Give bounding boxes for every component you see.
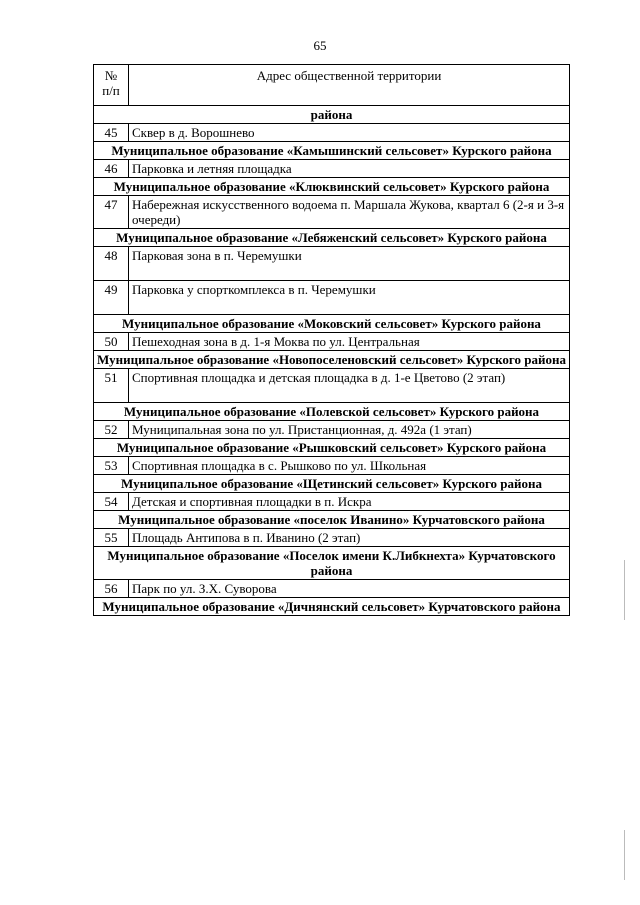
municipality-group-row <box>94 547 570 580</box>
territory-row <box>94 457 570 475</box>
territory-row <box>94 247 570 281</box>
scan-artifact-line <box>624 830 625 880</box>
municipality-name: Муниципальное образование «Клюквинский сельсовет» Курского района <box>94 178 570 196</box>
territory-address: Сквер в д. Ворошнево <box>129 124 570 142</box>
territory-row <box>94 160 570 178</box>
page-number: 65 <box>313 38 327 53</box>
municipality-name: Муниципальное образование «Новопоселеновский сельсовет» Курского района <box>94 351 570 369</box>
scan-artifact-line <box>624 560 625 620</box>
territory-address: Площадь Антипова в п. Иванино (2 этап) <box>129 529 570 547</box>
territory-address: Спортивная площадка в с. Рышково по ул. Школьная <box>129 457 570 475</box>
municipality-name: района <box>94 106 570 124</box>
municipality-group-row <box>94 511 570 529</box>
header-number-cell <box>94 65 129 106</box>
municipality-name: Муниципальное образование «Лебяженский сельсовет» Курского района <box>94 229 570 247</box>
territory-row <box>94 529 570 547</box>
territory-address: Пешеходная зона в д. 1-я Моква по ул. Центральная <box>129 333 570 351</box>
row-number: 54 <box>94 493 129 511</box>
row-number: 55 <box>94 529 129 547</box>
territory-row <box>94 369 570 403</box>
territory-address: Детская и спортивная площадки в п. Искра <box>129 493 570 511</box>
municipality-group-row <box>94 229 570 247</box>
territory-row <box>94 196 570 229</box>
row-number: 52 <box>94 421 129 439</box>
territory-row <box>94 580 570 598</box>
row-number: 49 <box>94 281 129 315</box>
municipality-name: Муниципальное образование «Дичнянский сельсовет» Курчатовского района <box>94 598 570 616</box>
territory-address: Парк по ул. З.Х. Суворова <box>129 580 570 598</box>
header-address-cell <box>129 65 570 106</box>
territory-row <box>94 421 570 439</box>
row-number: 51 <box>94 369 129 403</box>
header-address-label: Адрес общественной территории <box>256 68 442 83</box>
municipality-group-row <box>94 351 570 369</box>
municipality-group-row <box>94 106 570 124</box>
municipality-name: Муниципальное образование «поселок Иванино» Курчатовского района <box>94 511 570 529</box>
row-number: 46 <box>94 160 129 178</box>
municipality-name: Муниципальное образование «Поселок имени К.Либкнехта» Курчатовского района <box>94 547 570 580</box>
territory-address: Спортивная площадка и детская площадка в д. 1-е Цветово (2 этап) <box>129 369 570 403</box>
municipality-group-row <box>94 142 570 160</box>
row-number: 56 <box>94 580 129 598</box>
municipality-name: Муниципальное образование «Камышинский сельсовет» Курского района <box>94 142 570 160</box>
territory-address: Набережная искусственного водоема п. Маршала Жукова, квартал 6 (2-я и 3-я очереди) <box>129 196 570 229</box>
header-number-label: № п/п <box>102 68 120 98</box>
municipality-group-row <box>94 475 570 493</box>
municipality-name: Муниципальное образование «Моковский сельсовет» Курского района <box>94 315 570 333</box>
row-number: 48 <box>94 247 129 281</box>
territory-address: Парковая зона в п. Черемушки <box>129 247 570 281</box>
public-territories-table <box>93 64 570 616</box>
table-header-row <box>94 65 570 106</box>
territory-row <box>94 493 570 511</box>
municipality-name: Муниципальное образование «Щетинский сельсовет» Курского района <box>94 475 570 493</box>
territory-row <box>94 124 570 142</box>
territory-address: Муниципальная зона по ул. Пристанционная, д. 492а (1 этап) <box>129 421 570 439</box>
territory-address: Парковка и летняя площадка <box>129 160 570 178</box>
municipality-group-row <box>94 439 570 457</box>
territory-row <box>94 333 570 351</box>
municipality-name: Муниципальное образование «Полевской сельсовет» Курского района <box>94 403 570 421</box>
row-number: 47 <box>94 196 129 229</box>
row-number: 50 <box>94 333 129 351</box>
municipality-group-row <box>94 403 570 421</box>
row-number: 45 <box>94 124 129 142</box>
territory-address: Парковка у спорткомплекса в п. Черемушки <box>129 281 570 315</box>
territory-row <box>94 281 570 315</box>
municipality-group-row <box>94 178 570 196</box>
row-number: 53 <box>94 457 129 475</box>
municipality-name: Муниципальное образование «Рышковский сельсовет» Курского района <box>94 439 570 457</box>
municipality-group-row <box>94 598 570 616</box>
municipality-group-row <box>94 315 570 333</box>
